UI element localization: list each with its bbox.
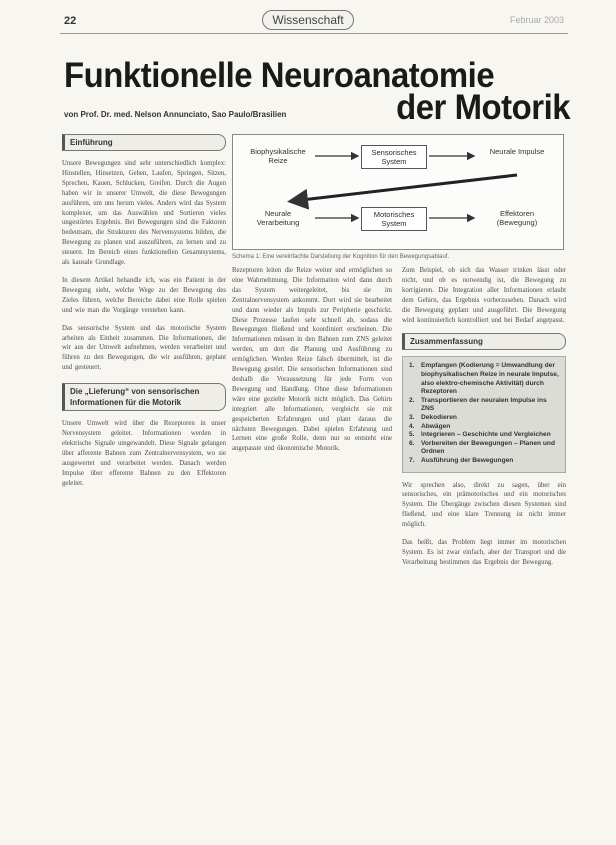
diagram-motor-box: Motorisches System <box>361 207 427 231</box>
intro-heading: Einführung <box>62 134 226 151</box>
section-label: Wissenschaft <box>262 10 354 30</box>
page-number: 22 <box>64 15 77 27</box>
middle-paragraph: Rezeptoren leiten die Reize weiter und ermöglichen so eine Wahrnehmung. Die Information wird dann durch das System weitergeleitet, bis sie im Zentralnervensystem ankommt. Dort wird sie bearbeitet und dann wieder als Impuls zur Peripherie geschickt. Diese Prozesse laufen sehr schnell ab, sodass die Bewegungen fließend und koordiniert erscheinen. Die Informationen müssen in den Bahnen zum ZNS geleitet werden, um dort die Planung und Ausführung zu ermöglichen. Werden Reize falsch übermittelt, ist die Bewegung gestört. Die sensorischen Informationen sind deshalb die Voraussetzung für jede Form von Bewegung und Handlung. Ohne diese Informationen wäre eine gezielte Motorik nicht möglich. Das Gehirn integriert alle Informationen, vergleicht sie mit gespeicherten Erfahrungen und plant daraus die nächsten Bewegungen. Dabei spielen Erfahrung und Lernen eine große Rolle, denn nur so entsteht eine angepasste und ökonomische Motorik. <box>232 267 392 453</box>
summary-item: 5. Integrieren – Geschichte und Vergleichen <box>409 431 551 439</box>
summary-item: 1. Empfangen (Kodierung = Umwandlung der biophysikalischen Reize in neurale Impulse, also elektro-chemische Aktivität) durch Rezeptoren <box>409 362 559 396</box>
issue-date: Februar 2003 <box>509 15 564 25</box>
summary-item: 6. Vorbereiten der Bewegungen – Planen und Ordnen <box>409 439 555 456</box>
right-paragraph: Wir sprechen also, direkt zu sagen, über ein sensorisches, ein prämotorisches und ein motorisches System. Die Übergänge zwischen diesen Systemen sind fließend, und eine klare Trennung ist nicht immer möglich. <box>402 481 566 529</box>
article-title-line2: der Motorik <box>396 88 570 127</box>
motor-schema-diagram <box>232 134 564 250</box>
summary-item: 4. Abwägen <box>409 422 451 430</box>
article-title-line1: Funktionelle Neuroanatomie <box>64 56 495 95</box>
section2-paragraph: Unsere Umwelt wird über die Rezeptoren in unser Nervensystem geleitet. Informationen werden in elektrische Signale umgewandelt. Diese Signale gelangen über afferente Bahnen zum Zentralnervensystem, wo sie ausgewertet und verarbeitet werden. Danach werden Impulse über efferente Bahnen zu den Effektoren geleitet. <box>62 420 226 487</box>
diagram-effector-label: Effektoren (Bewegung) <box>496 209 538 227</box>
summary-heading: Zusammenfassung <box>402 333 566 350</box>
summary-list <box>409 362 559 465</box>
section2-heading: Die „Lieferung“ von sensorischen Informationen für die Motorik <box>62 383 226 411</box>
intro-paragraph: Unsere Bewegungen sind sehr unterschiedlich komplex: Hinstellen, Hinsetzen, Gehen, Laufen, Springen, Sitzen, Sprechen, Kauen, Schlucken, Greifen. Durch die Augen haben wir in unserer Umwelt, die diese Bewegungen ausführen, um uns herum vieles. Anders wird das System komplexer, um das Auswählen und Sortieren vieles ungestörtes Ergebnis. Bei Bewegungen sind die Faktoren bedeutsam, die Strukturen des Nervensystems bilden, die Bewegung zu planen und auszuführen, zu lernen und zu steuern. Im Bereich eines funktionellen Gesamtsystems, als kausale Grundlage. <box>62 160 226 267</box>
summary-item: 3. Dekodieren <box>409 414 457 421</box>
left-column <box>62 134 226 488</box>
middle-column <box>232 266 392 454</box>
diagram-stimuli-label: Biophysikalische Reize <box>250 147 306 165</box>
diagram-processing-label: Neurale Verarbeitung <box>256 209 300 227</box>
intro-paragraph: Das sensorische System und das motorische System arbeiten als Einheit zusammen. Die Informationen, die wir aus der Umwelt aufnehmen, werden verarbeitet und führen zu den Bewegungen, die wir ausführen, geplant und gesteuert. <box>62 324 226 372</box>
diagram-impulse-label: Neurale Impulse <box>489 147 545 156</box>
right-top-paragraph: Zum Beispiel, ob sich das Wasser trinken lässt oder nicht, und ob es notwendig ist, die Bewegung zu korrigieren. Die Integration aller Informationen erlaubt dem Gehirn, das Ergebnis vorherzusehen. Danach wird die Bewegung geplant und ausgeführt. Die Bewegung wird kontinuierlich kontrolliert und bei Bedarf angepasst. <box>402 267 566 324</box>
diagram-arrows <box>233 135 565 251</box>
intro-paragraph: In diesem Artikel behandle ich, was ein Patient in der Bewegung sieht, welche Wege zu der Bewegung des Zieles führen, welche Bereiche dabei eine Rolle spielen und wie man die Vorgänge verstehen kann. <box>62 276 226 314</box>
byline: von Prof. Dr. med. Nelson Annunciato, Sao Paulo/Brasilien <box>64 110 287 119</box>
summary-item: 7. Ausführung der Bewegungen <box>409 456 514 464</box>
right-paragraph: Das heißt, das Problem liegt immer im motorischen System. Es ist zwar einfach, aber der Transport und die Verarbeitung bestimmen das Ergebnis der Bewegung. <box>402 539 566 566</box>
right-column <box>402 266 566 568</box>
diagram-caption: Schema 1: Eine vereinfachte Darstellung der Kognition für den Bewegungsablauf. <box>232 254 450 260</box>
header-rule <box>60 33 568 34</box>
summary-item: 2. Transportieren der neuralen Impulse ins ZNS <box>409 396 547 413</box>
summary-box <box>402 356 566 472</box>
diagram-sensory-box: Sensorisches System <box>361 145 427 169</box>
